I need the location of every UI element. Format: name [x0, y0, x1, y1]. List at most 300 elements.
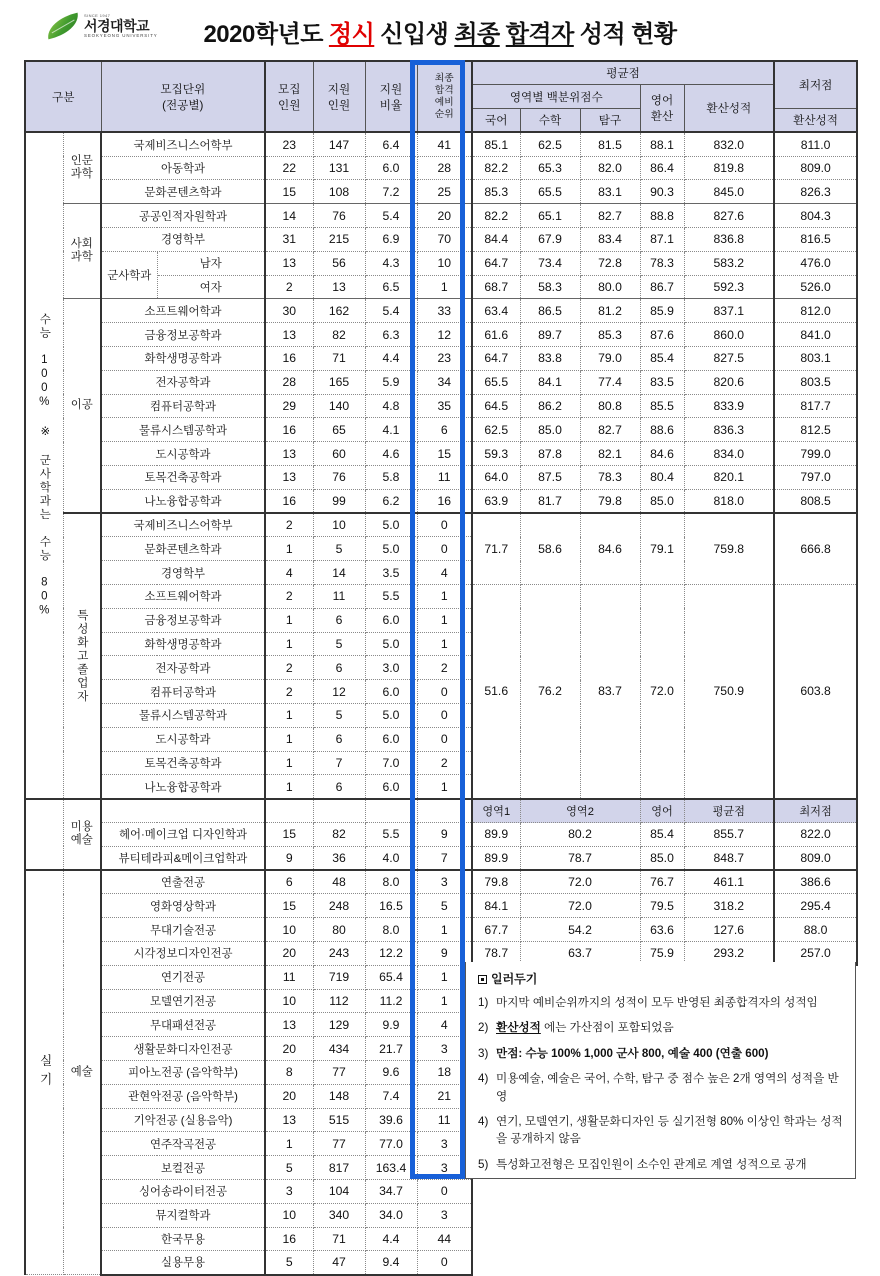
cell-english: 85.9: [640, 299, 684, 323]
cell-quota: 22: [265, 156, 313, 180]
cell-english: 76.7: [640, 870, 684, 894]
unit-name: 전자공학과: [101, 370, 265, 394]
cell-quota: 15: [265, 180, 313, 204]
cell-ratio: 16.5: [365, 894, 417, 918]
notes-box: [465, 962, 856, 1179]
cell-lowest: 817.7: [774, 394, 857, 418]
cell-quota: 2: [265, 656, 313, 680]
cell-quota: 13: [265, 1013, 313, 1037]
title-part-admitted: 합격자: [505, 21, 574, 48]
subheader-spacer-waitlist: [417, 799, 472, 823]
cell-ratio: 6.5: [365, 275, 417, 299]
cell-math: 62.5: [520, 132, 580, 156]
cell-korean: 64.7: [472, 347, 520, 371]
table-subheader-row: [25, 799, 857, 823]
cell-ratio: 163.4: [365, 1156, 417, 1180]
cell-converted: 818.0: [684, 489, 774, 513]
cell-quota: 16: [265, 347, 313, 371]
cell-math: 84.1: [520, 370, 580, 394]
group-gunsa: 군사학과: [101, 251, 157, 299]
cell-lowest: 809.0: [774, 156, 857, 180]
cell-waitlist: 0: [417, 513, 472, 537]
unit-name: 화학생명공학과: [101, 632, 265, 656]
cell-lowest: 841.0: [774, 323, 857, 347]
cell-waitlist: 1: [417, 585, 472, 609]
cell-ratio: 6.2: [365, 489, 417, 513]
table-row: [25, 323, 857, 347]
cell-avgpoint: 461.1: [684, 870, 774, 894]
unit-name: 금융정보공학과: [101, 608, 265, 632]
header-quota: [265, 61, 313, 132]
cell-quota: 15: [265, 894, 313, 918]
cell-waitlist: 0: [417, 1179, 472, 1203]
cell-inquiry: 78.3: [580, 466, 640, 490]
cell-quota: 1: [265, 1132, 313, 1156]
cell-quota: 1: [265, 727, 313, 751]
title-part-status: 현황: [631, 21, 677, 48]
cell-english: 75.9: [640, 941, 684, 965]
cell-english: 85.0: [640, 489, 684, 513]
cell-ratio: 21.7: [365, 1037, 417, 1061]
cell-converted: 845.0: [684, 180, 774, 204]
subheader-spacer-unit: [101, 799, 265, 823]
cell-waitlist: 10: [417, 251, 472, 275]
group-yesul: [63, 870, 101, 1275]
cell-applied: 515: [313, 1108, 365, 1132]
cell-inquiry: 81.2: [580, 299, 640, 323]
table-row: [25, 418, 857, 442]
cell-inquiry: 83.1: [580, 180, 640, 204]
cell-minpoint: 295.4: [774, 894, 857, 918]
cell-minpoint: 88.0: [774, 918, 857, 942]
left-label-silgi: [25, 870, 63, 1275]
cell-applied: 817: [313, 1156, 365, 1180]
cell-inquiry: 83.7: [580, 585, 640, 799]
table-row: [25, 251, 857, 275]
cell-quota: 2: [265, 585, 313, 609]
cell-waitlist: 4: [417, 1013, 472, 1037]
cell-ratio: 4.4: [365, 347, 417, 371]
note-item: [478, 994, 845, 1011]
unit-name: 국제비즈니스어학부: [101, 513, 265, 537]
cell-ratio: 12.2: [365, 941, 417, 965]
title-part-final: 최종: [454, 21, 500, 48]
unit-name: 물류시스템공학과: [101, 704, 265, 728]
cell-waitlist: 0: [417, 1251, 472, 1275]
cell-english: 88.8: [640, 204, 684, 228]
cell-ratio: 4.3: [365, 251, 417, 275]
cell-applied: 148: [313, 1084, 365, 1108]
note-item: [478, 1113, 845, 1148]
cell-ratio: 5.5: [365, 823, 417, 847]
cell-quota: 13: [265, 251, 313, 275]
cell-applied: 36: [313, 846, 365, 870]
cell-english: 63.6: [640, 918, 684, 942]
cell-quota: 10: [265, 989, 313, 1013]
cell-quota: 2: [265, 275, 313, 299]
cell-english: 78.3: [640, 251, 684, 275]
cell-korean: 61.6: [472, 323, 520, 347]
cell-math: 83.8: [520, 347, 580, 371]
cell-waitlist: 4: [417, 561, 472, 585]
cell-quota: 30: [265, 299, 313, 323]
cell-waitlist: 1: [417, 632, 472, 656]
cell-applied: 215: [313, 228, 365, 252]
cell-waitlist: 1: [417, 275, 472, 299]
cell-applied: 5: [313, 632, 365, 656]
unit-name: 뷰티테라피&메이크업학과: [101, 846, 265, 870]
unit-name: 관현악전공 (음악학부): [101, 1084, 265, 1108]
cell-converted: 820.1: [684, 466, 774, 490]
cell-korean: 64.5: [472, 394, 520, 418]
cell-english: 90.3: [640, 180, 684, 204]
cell-korean: 85.3: [472, 180, 520, 204]
unit-name: 무대패션전공: [101, 1013, 265, 1037]
note-underline-term: 환산성적: [496, 1021, 541, 1035]
cell-english: 87.6: [640, 323, 684, 347]
cell-waitlist: 44: [417, 1227, 472, 1251]
cell-waitlist: 3: [417, 1156, 472, 1180]
cell-inquiry: 77.4: [580, 370, 640, 394]
header-percentile: 영역별 백분위점수: [472, 85, 640, 109]
cell-ratio: 11.2: [365, 989, 417, 1013]
cell-applied: 162: [313, 299, 365, 323]
unit-name: 생활문화디자인전공: [101, 1037, 265, 1061]
cell-lowest: 476.0: [774, 251, 857, 275]
left-label-silgi-text: 실기: [38, 1054, 53, 1092]
subheader-avgpoint: 평균점: [684, 799, 774, 823]
group-miyong-l2: 예술: [70, 834, 93, 847]
unit-name: 연출전공: [101, 870, 265, 894]
cell-quota: 13: [265, 323, 313, 347]
left-label-suneung-text: 수능 100% ※ 군사학과는 수능 80%: [38, 312, 51, 619]
cell-applied: 71: [313, 1227, 365, 1251]
cell-inquiry: 85.3: [580, 323, 640, 347]
left-label-empty: [25, 799, 63, 870]
cell-quota: 1: [265, 608, 313, 632]
table-row: [25, 489, 857, 513]
cell-lowest: 797.0: [774, 466, 857, 490]
cell-avgpoint: 318.2: [684, 894, 774, 918]
cell-applied: 71: [313, 347, 365, 371]
cell-ratio: 7.2: [365, 180, 417, 204]
cell-english: 85.4: [640, 823, 684, 847]
header-average: 평균점: [472, 61, 774, 85]
cell-waitlist: 9: [417, 823, 472, 847]
cell-waitlist: 34: [417, 370, 472, 394]
subheader-area2: 영역2: [520, 799, 640, 823]
cell-lowest: 803.1: [774, 347, 857, 371]
cell-applied: 82: [313, 323, 365, 347]
table-row: [25, 585, 857, 609]
title-part-jeongsi: 정시: [328, 21, 375, 48]
cell-area1: 67.7: [472, 918, 520, 942]
cell-math: 58.3: [520, 275, 580, 299]
cell-waitlist: 1: [417, 965, 472, 989]
cell-ratio: 34.0: [365, 1203, 417, 1227]
table-row: [25, 228, 857, 252]
subheader-spacer-quota: [265, 799, 313, 823]
cell-quota: 1: [265, 632, 313, 656]
cell-waitlist: 3: [417, 1132, 472, 1156]
cell-applied: 65: [313, 418, 365, 442]
unit-name: 컴퓨터공학과: [101, 394, 265, 418]
unit-name: 도시공학과: [101, 727, 265, 751]
note-number: 2): [478, 1021, 489, 1035]
cell-korean: 82.2: [472, 156, 520, 180]
cell-applied: 11: [313, 585, 365, 609]
subheader-spacer-applied: [313, 799, 365, 823]
cell-area2: 80.2: [520, 823, 640, 847]
table-row: [25, 180, 857, 204]
unit-name: 남자: [157, 251, 265, 275]
cell-korean: 63.4: [472, 299, 520, 323]
table-row: [25, 918, 857, 942]
cell-converted: 820.6: [684, 370, 774, 394]
cell-applied: 6: [313, 656, 365, 680]
cell-lowest: 799.0: [774, 442, 857, 466]
cell-inquiry: 83.4: [580, 228, 640, 252]
cell-waitlist: 25: [417, 180, 472, 204]
cell-ratio: 6.4: [365, 132, 417, 156]
cell-ratio: 5.0: [365, 513, 417, 537]
subheader-english: 영어: [640, 799, 684, 823]
cell-quota: 20: [265, 1037, 313, 1061]
cell-waitlist: 0: [417, 680, 472, 704]
cell-applied: 80: [313, 918, 365, 942]
table-row: [25, 846, 857, 870]
cell-quota: 15: [265, 823, 313, 847]
cell-applied: 82: [313, 823, 365, 847]
unit-name: 경영학부: [101, 561, 265, 585]
cell-quota: 4: [265, 561, 313, 585]
cell-applied: 340: [313, 1203, 365, 1227]
cell-converted: 834.0: [684, 442, 774, 466]
table-row: [25, 299, 857, 323]
note-item: [478, 1156, 845, 1173]
title-part-freshman: 신입생: [380, 21, 449, 48]
cell-english: 87.1: [640, 228, 684, 252]
cell-math: 76.2: [520, 585, 580, 799]
unit-name: 무대기술전공: [101, 918, 265, 942]
cell-applied: 243: [313, 941, 365, 965]
cell-quota: 16: [265, 489, 313, 513]
cell-ratio: 5.0: [365, 704, 417, 728]
cell-quota: 13: [265, 466, 313, 490]
cell-avgpoint: 293.2: [684, 941, 774, 965]
cell-applied: 48: [313, 870, 365, 894]
cell-applied: 6: [313, 775, 365, 799]
group-sahoe-l1: 사회: [70, 238, 93, 251]
unit-name: 아동학과: [101, 156, 265, 180]
cell-quota: 2: [265, 680, 313, 704]
cell-english: 85.0: [640, 846, 684, 870]
cell-waitlist: 9: [417, 941, 472, 965]
cell-area1: 79.8: [472, 870, 520, 894]
cell-applied: 140: [313, 394, 365, 418]
table-row: [25, 442, 857, 466]
header-waitlist-l4: 순위: [434, 108, 454, 120]
cell-waitlist: 6: [417, 418, 472, 442]
cell-english: 88.6: [640, 418, 684, 442]
cell-quota: 11: [265, 965, 313, 989]
cell-korean: 64.0: [472, 466, 520, 490]
cell-waitlist: 23: [417, 347, 472, 371]
table-row: [25, 204, 857, 228]
cell-ratio: 8.0: [365, 918, 417, 942]
cell-ratio: 6.0: [365, 727, 417, 751]
header-applied-l1: 지원: [327, 82, 351, 96]
cell-applied: 6: [313, 727, 365, 751]
cell-minpoint: 257.0: [774, 941, 857, 965]
cell-area1: 78.7: [472, 941, 520, 965]
cell-converted: 860.0: [684, 323, 774, 347]
cell-ratio: 9.4: [365, 1251, 417, 1275]
header-math: 수학: [520, 109, 580, 133]
subheader-spacer-ratio: [365, 799, 417, 823]
cell-korean: 85.1: [472, 132, 520, 156]
header-waitlist: [417, 61, 472, 132]
cell-ratio: 4.0: [365, 846, 417, 870]
unit-name: 공공인적자원학과: [101, 204, 265, 228]
table-row: [25, 870, 857, 894]
unit-name: 연주작곡전공: [101, 1132, 265, 1156]
header-waitlist-l2: 합격: [434, 84, 454, 96]
cell-converted: 833.9: [684, 394, 774, 418]
cell-applied: 104: [313, 1179, 365, 1203]
group-miyong-l1: 미용: [70, 821, 93, 834]
cell-applied: 10: [313, 513, 365, 537]
cell-applied: 108: [313, 180, 365, 204]
cell-ratio: 4.1: [365, 418, 417, 442]
cell-quota: 1: [265, 751, 313, 775]
cell-applied: 434: [313, 1037, 365, 1061]
cell-math: 65.5: [520, 180, 580, 204]
cell-waitlist: 2: [417, 656, 472, 680]
note-item: [478, 1045, 845, 1062]
unit-name: 금융정보공학과: [101, 323, 265, 347]
subheader-minpoint: 최저점: [774, 799, 857, 823]
unit-name: 문화콘텐츠학과: [101, 537, 265, 561]
cell-applied: 77: [313, 1132, 365, 1156]
cell-applied: 6: [313, 608, 365, 632]
cell-inquiry: 81.5: [580, 132, 640, 156]
group-sahoe: [63, 204, 101, 299]
header-english-l1: 영어: [650, 94, 674, 108]
cell-quota: 10: [265, 1203, 313, 1227]
cell-applied: 60: [313, 442, 365, 466]
cell-lowest: 666.8: [774, 513, 857, 584]
unit-name: 여자: [157, 275, 265, 299]
cell-applied: 129: [313, 1013, 365, 1037]
cell-area2: 72.0: [520, 870, 640, 894]
cell-ratio: 6.0: [365, 775, 417, 799]
cell-waitlist: 11: [417, 1108, 472, 1132]
cell-quota: 1: [265, 775, 313, 799]
cell-area1: 89.9: [472, 846, 520, 870]
note-text: 만점: 수능 100% 1,000 군사 800, 예술 400 (연출 600): [496, 1046, 769, 1060]
cell-waitlist: 21: [417, 1084, 472, 1108]
cell-quota: 13: [265, 1108, 313, 1132]
cell-waitlist: 70: [417, 228, 472, 252]
cell-converted: 836.3: [684, 418, 774, 442]
cell-waitlist: 16: [417, 489, 472, 513]
unit-name: 소프트웨어학과: [101, 585, 265, 609]
header-korean: 국어: [472, 109, 520, 133]
unit-name: 영화영상학과: [101, 894, 265, 918]
title-part-score: 성적: [579, 21, 626, 48]
logo-since-text: SINCE 1947: [84, 13, 111, 18]
cell-quota: 1: [265, 537, 313, 561]
table-row: [25, 347, 857, 371]
table-row: [25, 370, 857, 394]
note-number: 4): [478, 1114, 489, 1128]
cell-inquiry: 80.0: [580, 275, 640, 299]
note-number: 3): [478, 1046, 489, 1060]
cell-ratio: 5.9: [365, 370, 417, 394]
cell-waitlist: 1: [417, 989, 472, 1013]
cell-inquiry: 72.8: [580, 251, 640, 275]
cell-minpoint: 822.0: [774, 823, 857, 847]
cell-english: 83.5: [640, 370, 684, 394]
note-text: 마지막 예비순위까지의 성적이 모두 반영된 최종합격자의 성적임: [496, 996, 818, 1009]
cell-ratio: 6.9: [365, 228, 417, 252]
table-header-row-1: [25, 61, 857, 85]
group-inmun: [63, 132, 101, 203]
unit-name: 화학생명공학과: [101, 347, 265, 371]
unit-name: 문화콘텐츠학과: [101, 180, 265, 204]
cell-english: 79.5: [640, 894, 684, 918]
cell-waitlist: 3: [417, 1203, 472, 1227]
header-waitlist-l3: 예비: [434, 96, 454, 108]
cell-quota: 8: [265, 1060, 313, 1084]
logo-english-name: SEOKYEONG UNIVERSITY: [84, 33, 158, 38]
group-inmun-l2: 과학: [70, 168, 93, 181]
cell-inquiry: 79.8: [580, 489, 640, 513]
cell-lowest: 816.5: [774, 228, 857, 252]
note-number: 4): [478, 1072, 489, 1086]
header-ratio-l1: 지원: [379, 82, 403, 96]
cell-math: 58.6: [520, 513, 580, 584]
cell-applied: 5: [313, 537, 365, 561]
cell-applied: 56: [313, 251, 365, 275]
cell-applied: 248: [313, 894, 365, 918]
cell-converted: 827.6: [684, 204, 774, 228]
left-label-suneung: [25, 132, 63, 798]
note-item: [478, 1070, 845, 1105]
cell-ratio: 5.4: [365, 204, 417, 228]
cell-quota: 10: [265, 918, 313, 942]
cell-ratio: 77.0: [365, 1132, 417, 1156]
cell-ratio: 6.0: [365, 608, 417, 632]
cell-waitlist: 18: [417, 1060, 472, 1084]
cell-ratio: 6.0: [365, 680, 417, 704]
cell-applied: 76: [313, 466, 365, 490]
group-teukseong-label: 특성화고졸업자: [75, 608, 88, 704]
cell-quota: 5: [265, 1251, 313, 1275]
cell-applied: 77: [313, 1060, 365, 1084]
cell-ratio: 4.8: [365, 394, 417, 418]
cell-waitlist: 0: [417, 727, 472, 751]
cell-waitlist: 12: [417, 323, 472, 347]
cell-ratio: 65.4: [365, 965, 417, 989]
cell-applied: 147: [313, 132, 365, 156]
group-inmun-l1: 인문: [70, 155, 93, 168]
group-igong-label: 이공: [70, 399, 93, 412]
cell-ratio: 39.6: [365, 1108, 417, 1132]
cell-converted: 837.1: [684, 299, 774, 323]
cell-area2: 54.2: [520, 918, 640, 942]
